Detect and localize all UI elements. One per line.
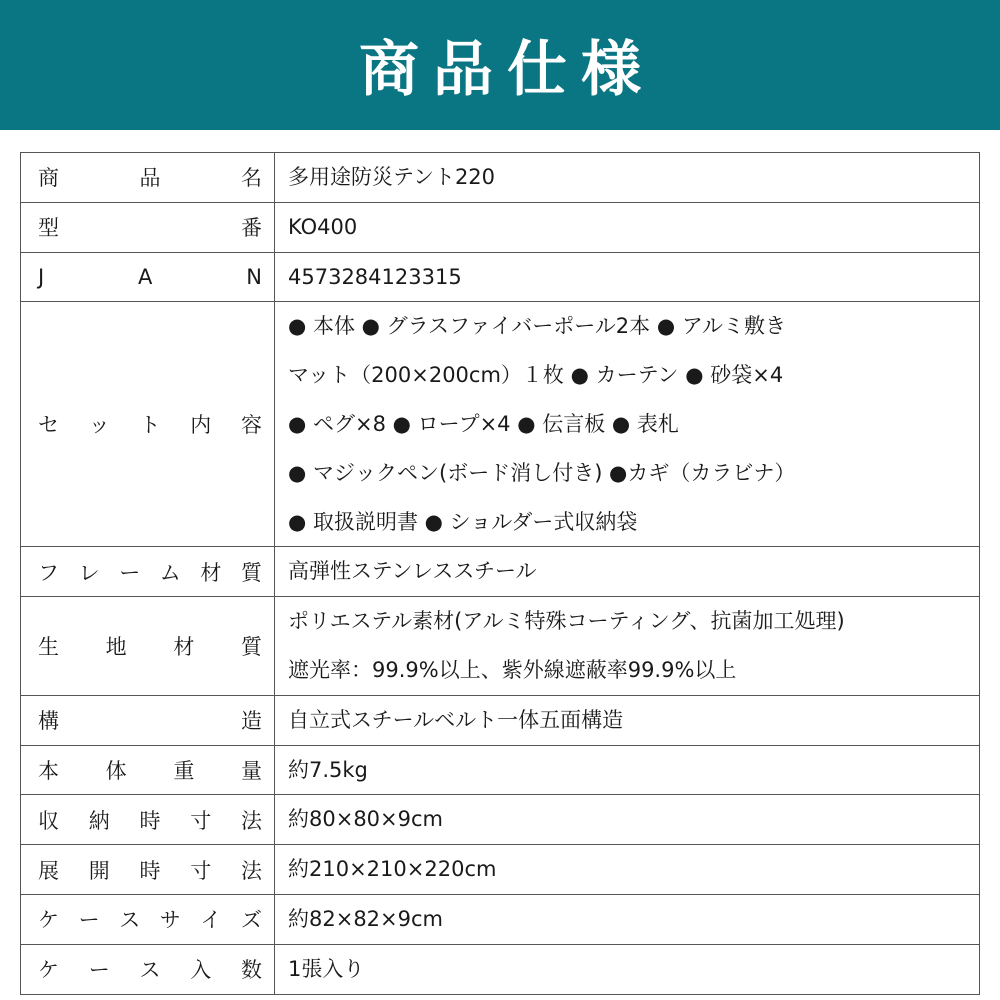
page-title: 商品仕様 [359,35,655,105]
spec-label-char: 入 [190,958,212,983]
spec-label-char: 収 [38,808,59,833]
spec-value-cell [275,745,980,795]
spec-label [38,705,262,735]
spec-label-char: 容 [241,413,262,438]
spec-label-char: 体 [105,758,127,783]
spec-label-char: ー [88,958,110,983]
spec-label-char: 展 [38,858,59,883]
spec-value-line: ● 取扱説明書 ● ショルダー式収納袋 [288,509,638,534]
spec-label-cell [21,202,275,252]
spec-label [38,631,262,661]
spec-value-cell [275,302,980,547]
spec-label-char: 時 [139,808,161,833]
spec-label-char: 構 [38,709,59,734]
spec-label-char: 時 [139,858,161,883]
table-row [21,695,980,745]
spec-label-char: 名 [241,166,262,191]
spec-label-char: 番 [241,216,262,241]
spec-value-cell [275,202,980,252]
spec-table [20,152,980,995]
spec-table-body [21,153,980,995]
spec-value-line: ● ペグ×8 ● ロープ×4 ● 伝言板 ● 表札 [288,411,679,436]
spec-value-cell [275,153,980,203]
spec-value-line: ● マジックペン(ボード消し付き) ●カギ（カラビナ） [288,460,796,485]
table-row [21,894,980,944]
spec-value-cell [275,795,980,845]
spec-value-line: 約210×210×220cm [288,857,497,882]
table-row [21,153,980,203]
spec-label-cell [21,695,275,745]
spec-label [38,904,262,934]
spec-label [38,162,262,192]
spec-value-cell [275,252,980,302]
spec-value-line: 約7.5kg [288,757,368,782]
spec-label-char: ー [78,908,100,933]
spec-label-char: J [38,264,45,289]
spec-label-char: 寸 [190,858,212,883]
spec-label-char: ト [139,413,161,438]
table-row [21,795,980,845]
table-row [21,252,980,302]
table-row [21,302,980,547]
spec-label-char: 商 [38,166,59,191]
spec-label-char: 造 [241,709,262,734]
spec-label-cell [21,153,275,203]
spec-label-char: 質 [240,560,262,585]
table-row [21,845,980,895]
table-row [21,202,980,252]
spec-value-line: 4573284123315 [288,264,462,289]
spec-label-cell [21,252,275,302]
spec-label-char: ー [119,560,141,585]
spec-label-char: 重 [173,758,195,783]
spec-label-char: ッ [88,413,110,438]
spec-label [38,855,262,885]
spec-label-char: 地 [105,634,127,659]
spec-label-cell [21,795,275,845]
spec-value-cell [275,695,980,745]
spec-value-line: 約80×80×9cm [288,807,443,832]
spec-label-char: 内 [190,413,212,438]
spec-label-char: 質 [240,634,262,659]
spec-label-char: A [138,264,153,289]
spec-label-char: ケ [38,958,59,983]
spec-label-char: 本 [38,758,59,783]
spec-value-line: 多用途防災テント220 [288,165,496,189]
spec-label-char: セ [38,413,59,438]
spec-label-char: 開 [88,858,110,883]
spec-label-char: フ [38,560,59,585]
spec-value-cell [275,845,980,895]
spec-label-cell [21,845,275,895]
spec-label-char: 量 [240,758,262,783]
spec-label [38,557,262,587]
spec-value-line: 遮光率：99.9%以上、紫外線遮蔽率99.9%以上 [288,657,737,682]
spec-label-char: ス [119,908,141,933]
spec-value-line: マット（200×200cm）１枚 ● カーテン ● 砂袋×4 [288,363,784,388]
spec-label [38,755,262,785]
spec-label-char: 寸 [190,808,212,833]
spec-label-char: サ [159,908,181,933]
spec-value-cell [275,547,980,597]
spec-label-char: 材 [200,560,222,585]
spec-label-char: レ [78,560,100,585]
spec-label [38,212,262,242]
spec-value-cell [275,894,980,944]
spec-label-cell [21,597,275,696]
spec-value-cell [275,944,980,994]
header-banner [0,0,1000,130]
spec-label-cell [21,547,275,597]
spec-label-char: N [246,264,262,289]
spec-value-line: ● 本体 ● グラスファイバーポール2本 ● アルミ敷き [288,314,786,339]
table-row [21,597,980,696]
spec-label-char: ズ [240,908,262,933]
spec-label-cell [21,302,275,547]
spec-value-cell [275,597,980,696]
spec-value-line: ポリエステル素材(アルミ特殊コーティング、抗菌加工処理) [288,609,845,634]
spec-label-cell [21,745,275,795]
spec-label-char: 法 [241,808,262,833]
spec-value-line: 高弾性ステンレススチール [288,559,537,584]
spec-label-char: 数 [241,958,262,983]
spec-label-char: 材 [173,634,195,659]
spec-label-char: 型 [38,216,59,241]
spec-label-cell [21,944,275,994]
table-row [21,745,980,795]
spec-label-char: イ [200,908,222,933]
spec-label [38,805,262,835]
spec-label-char: 納 [88,808,110,833]
spec-label [38,954,262,984]
spec-value-line: KO400 [288,214,358,239]
spec-label [38,409,262,439]
spec-label-char: ム [159,560,181,585]
spec-value-line: 約82×82×9cm [288,906,443,931]
table-row [21,547,980,597]
spec-label [38,265,262,289]
spec-label-char: 生 [38,634,59,659]
spec-label-char: 品 [139,166,161,191]
spec-label-char: ケ [38,908,59,933]
spec-value-line: 1張入り [288,956,365,981]
spec-label-char: ス [139,958,161,983]
spec-label-char: 法 [241,858,262,883]
table-row [21,944,980,994]
spec-value-line: 自立式スチールベルト一体五面構造 [288,707,624,732]
spec-label-cell [21,894,275,944]
